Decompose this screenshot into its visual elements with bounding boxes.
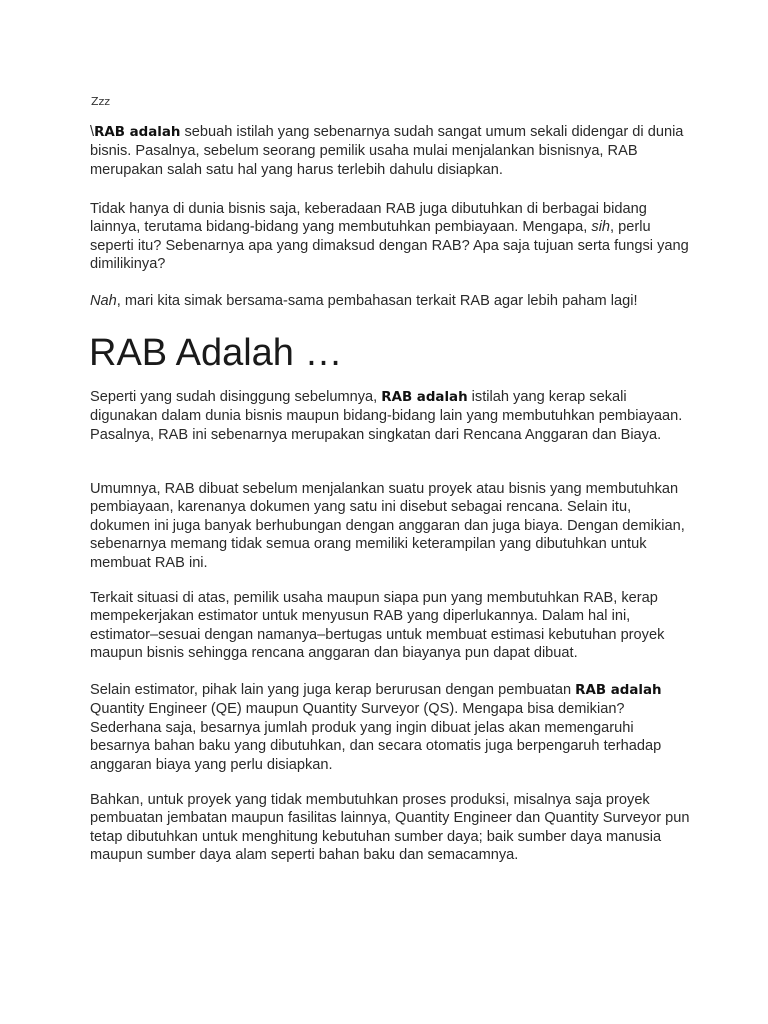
paragraph-text: Tidak hanya di dunia bisnis saja, keberadaan RAB juga dibutuhkan di berbagai bidang lainnya, terutama bidang-bidang yang membutuhkan pembiayaan. Mengapa,	[90, 201, 647, 236]
paragraph-text: Quantity Engineer (QE) maupun Quantity Surveyor (QS). Mengapa bisa demikian? Sederhana saja, besarnya jumlah produk yang ingin dibuat jelas akan memengaruhi besarnya bahan baku yang dibutuhkan, dan secara otomatis juga berpengaruh terhadap anggaran biaya yang perlu disiapkan.	[90, 701, 662, 773]
paragraph-projects: Bahkan, untuk proyek yang tidak membutuhkan proses produksi, misalnya saja proyek pembuatan jembatan maupun fasilitas lainnya, Quantity Engineer dan Quantity Surveyor pun tetap dibutuhkan untuk menghitung kebutuhan sumber daya; baik sumber daya manusia maupun sumber daya alam seperti bahan baku dan semacamnya.	[90, 792, 690, 864]
paragraph-text: sebuah istilah yang sebenarnya sudah sangat umum sekali didengar di dunia bisnis. Pasalnya, sebelum seorang pemilik usaha mulai menjalankan bisnisnya, RAB merupakan salah satu hal yang harus terlebih dahulu disiapkan.	[90, 124, 684, 178]
paragraph-intro	[90, 123, 690, 179]
italic-term: Nah	[90, 293, 117, 309]
bold-term: RAB adalah	[94, 125, 181, 140]
paragraph-text: , mari kita simak bersama-sama pembahasan terkait RAB agar lebih paham lagi!	[116, 293, 638, 309]
bold-term: RAB adalah	[575, 683, 662, 698]
italic-term: sih	[591, 219, 611, 236]
backslash-text: \	[90, 124, 95, 140]
paragraph-invite	[90, 292, 690, 310]
paragraph-text: Seperti yang sudah disinggung sebelumnya,	[90, 389, 382, 405]
paragraph-context	[90, 200, 690, 274]
paragraph-general: Umumnya, RAB dibuat sebelum menjalankan suatu proyek atau bisnis yang membutuhkan pembiayaan, karenanya dokumen yang satu ini disebut sebagai rencana. Selain itu, dokumen ini juga banyak berhubungan dengan anggaran dan juga biaya. Dengan demikian, sebenarnya memang tidak semua orang memiliki keterampilan yang dibutuhkan untuk membuat RAB ini.	[90, 481, 685, 571]
bold-term: RAB adalah	[381, 390, 468, 405]
paragraph-text: , perlu seperti itu? Sebenarnya apa yang dimaksud dengan RAB? Apa saja tujuan serta fungsi yang dimilikinya?	[90, 219, 689, 273]
paragraph-text: istilah yang kerap sekali digunakan dalam dunia bisnis maupun bidang-bidang lain yang membutuhkan pembiayaan. Pasalnya, RAB ini sebenarnya merupakan singkatan dari Rencana Anggaran dan Biaya.	[90, 389, 683, 443]
paragraph-definition	[90, 388, 690, 444]
paragraph-text: Selain estimator, pihak lain yang juga kerap berurusan dengan pembuatan	[90, 682, 576, 698]
section-heading: RAB Adalah …	[89, 332, 343, 374]
paragraph-qe-qs	[90, 681, 690, 774]
top-text: Zzz	[91, 95, 111, 108]
paragraph-estimator: Terkait situasi di atas, pemilik usaha maupun siapa pun yang membutuhkan RAB, kerap mempekerjakan estimator untuk menyusun RAB yang diperlukannya. Dalam hal ini, estimator–sesuai dengan namanya–bertugas untuk membuat estimasi kebutuhan proyek maupun bisnis sehingga rencana anggaran dan biayanya pun dapat dibuat.	[90, 590, 665, 662]
